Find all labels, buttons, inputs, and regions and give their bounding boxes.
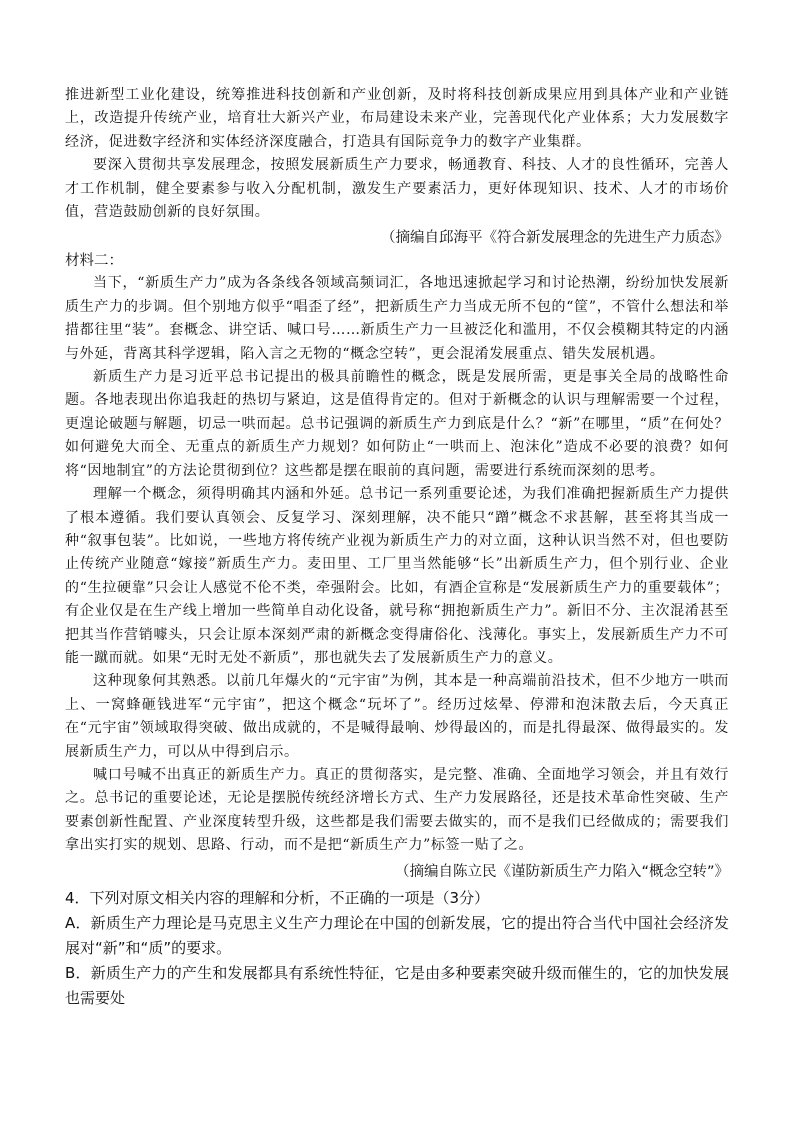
material1-source: （摘编自邱海平《符合新发展理念的先进生产力质态》 [381,230,729,247]
material2-heading: 材料二： [65,253,123,270]
material2-paragraph-5: 喊口号喊不出真正的新质生产力。真正的贯彻落实，是完整、准确、全面地学习领会，并且有效行之。总书记的重要论述，无论是摆脱传统经济增长方式、生产力发展路径，还是技术革命性突破、生产要素创新性配置、产业深度转型升级，这些都是我们需要去做实的，而不是我们已经做成的；需要我们拿出实打实的规划、思路、行动，而不是把“新质生产力”标签一贴了之。 [65,766,729,854]
material2-source: （摘编自陈立民《谨防新质生产力陷入“概念空转”》 [394,863,729,880]
material1-paragraph-2: 要深入贯彻共享发展理念，按照发展新质生产力要求，畅通教育、科技、人才的良性循环，完善人才工作机制，健全要素参与收入分配机制，激发生产要素活力，更好体现知识、技术、人才的市场价值，营造鼓励创新的良好氛围。 [65,157,729,221]
material2-paragraph-3: 理解一个概念，须得明确其内涵和外延。总书记一系列重要论述，为我们准确把握新质生产力提供了根本遵循。我们要认真领会、反复学习、深刻理解，决不能只“蹭”概念不求甚解，甚至将其当成一种“叙事包装”。比如说，一些地方将传统产业视为新质生产力的对立面，这种认识当然不对，但也要防止传统产业随意“嫁接”新质生产力。麦田里、工厂里当然能够“长”出新质生产力，但个别行业、企业的“生拉硬靠”只会让人感觉不伦不类，牵强附会。比如，有酒企宣称是“发展新质生产力的重要载体”；有企业仅是在生产线上增加一些简单自动化设备，就号称“拥抱新质生产力”。新旧不分、主次混淆甚至把其当作营销噱头，只会让原本深刻严肃的新概念变得庸俗化、浅薄化。事实上，发展新质生产力不可能一蹴而就。如果“无时无处不新质”，那也就失去了发展新质生产力的意义。 [65,486,729,666]
material2-paragraph-2: 新质生产力是习近平总书记提出的极具前瞻性的概念，既是发展所需，更是事关全局的战略性命题。各地表现出你追我赶的热切与紧迫，这是值得肯定的。但对于新概念的认识与理解需要一个过程，更遑论破题与解题，切忌一哄而起。总书记强调的新质生产力到底是什么？“新”在哪里，“质”在何处？如何避免大而全、无重点的新质生产力规划？如何防止“一哄而上、泡沫化”造成不必要的浪费？如何将“因地制宜”的方法论贯彻到位？这些都是摆在眼前的真问题，需要进行系统而深刻的思考。 [65,369,729,479]
question-stem: 4．下列对原文相关内容的理解和分析，不正确的一项是（3分） [65,888,490,907]
question-option-a: A．新质生产力理论是马克思主义生产力理论在中国的创新发展，它的提出符合当代中国社会经济发展对“新”和“质”的要求。 [65,913,729,957]
question-option-b: B．新质生产力的产生和发展都具有系统性特征，它是由多种要素突破升级而催生的，它的加快发展也需要处 [65,963,729,1007]
document-body [65,84,729,1011]
material1-paragraph-1: 推进新型工业化建设，统筹推进科技创新和产业创新，及时将科技创新成果应用到具体产业和产业链上，改造提升传统产业，培育壮大新兴产业，布局建设未来产业，完善现代化产业体系；大力发展数字经济，促进数字经济和实体经济深度融合，打造具有国际竞争力的数字产业集群。 [65,87,729,150]
material2-paragraph-4: 这种现象何其熟悉。以前几年爆火的“元宇宙”为例，其本是一种高端前沿技术，但不少地方一哄而上、一窝蜂砸钱进军“元宇宙”，把这个概念“玩坏了”。经历过炫晕、停滞和泡沫散去后，今天真正在“元宇宙”领域取得突破、做出成就的，不是喊得最响、炒得最凶的，而是扎得最深、做得最实的。发展新质生产力，可以从中得到启示。 [65,673,729,760]
material2-paragraph-1: 当下，“新质生产力”成为各条线各领域高频词汇，各地迅速掀起学习和讨论热潮，纷纷加快发展新质生产力的步调。但个别地方似乎“唱歪了经”，把新质生产力当成无所不包的“筐”，不管什么想法和举措都往里“装”。套概念、讲空话、喊口号……新质生产力一旦被泛化和滥用，不仅会模糊其特定的内涵与外延，背离其科学逻辑，陷入言之无物的“概念空转”，更会混淆发展重点、错失发展机遇。 [65,275,729,362]
